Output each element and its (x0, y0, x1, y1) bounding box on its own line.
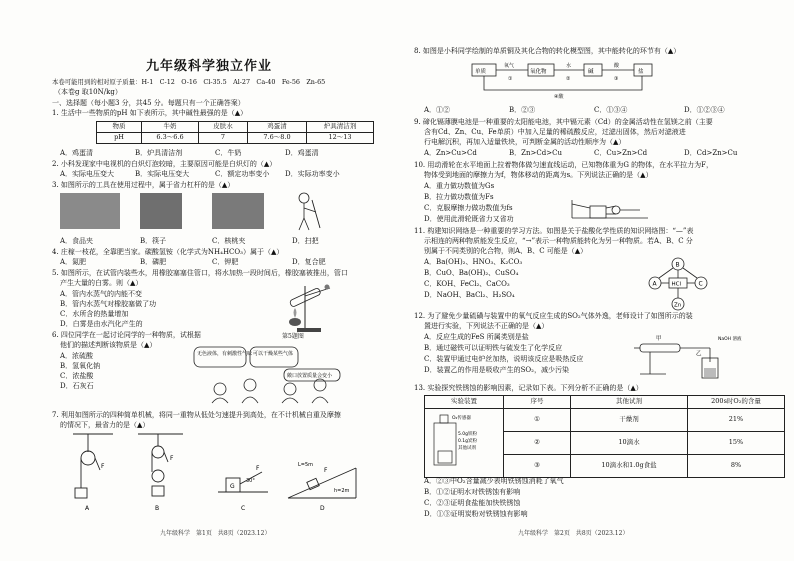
question-2: 2. 小科发现家中电视机的白炽灯泡较暗，主要原因可能是白炽灯的（▲） (52, 160, 277, 168)
length-label: L=5m (298, 462, 314, 468)
question-5-cont: 产生大量的白雾。则（▲） (60, 279, 143, 287)
simple-machines-figure (58, 432, 358, 512)
question-12-cont: 置进行实验，下列说法不正确的是（▲） (424, 322, 549, 330)
figure-letter: D (320, 505, 325, 512)
ph-table (96, 121, 374, 144)
exam-title: 九年级科学独立作业 (146, 59, 273, 74)
q13-option-a: A．②③中O₂含量减少表明铁锈蚀消耗了氧气 (424, 477, 564, 485)
option: C．额定功率变小 (215, 170, 270, 178)
q10-option-a: A．重力做功数值为Gs (424, 182, 495, 190)
q1-options (60, 149, 319, 159)
test-tube-figure (275, 282, 335, 334)
option: D．实际功率变小 (285, 170, 340, 178)
right-page (400, 0, 790, 561)
force-label: F (324, 467, 328, 474)
table-cell: 干燥剂 (571, 409, 688, 432)
question-8: 8. 如图是小科同学绘制的单质铜及其化合物的转化模型图，其中能转化的环节有（▲） (414, 47, 681, 55)
page-footer-left: 九年级科学 第1页 共8页（2023.12） (160, 530, 271, 537)
rust-device-figure (428, 409, 498, 469)
table-header-cell: 实验装置 (425, 396, 504, 409)
q12-option-b: B．通过磁铁可以证明铁与硫发生了化学反应 (424, 344, 563, 352)
apparatus-label: 甲 (656, 336, 662, 342)
figure-letter: C (241, 505, 246, 512)
question-7: 7. 利用如图所示的四种简单机械，将同一重物从低处匀速提升到高处，在不计机械自重及摩擦 (52, 411, 341, 419)
network-center: HCl (671, 281, 682, 288)
question-11-cont2: 别属于不同类别的化合物，则A、B、C 可能是（▲） (424, 247, 588, 255)
q6-option-a: A．浓硫酸 (60, 352, 94, 360)
option: C．Cu>Zn>Cd (594, 149, 648, 157)
network-node: C (698, 280, 703, 288)
figure-letter: B (155, 505, 160, 512)
flow-step: ④酸 (554, 94, 564, 100)
table-cell: 8% (688, 455, 785, 478)
force-label: F (256, 465, 260, 472)
height-label: h=2m (334, 488, 350, 494)
table-header-cell: 序号 (504, 396, 571, 409)
flow-step: ③ (614, 76, 619, 82)
question-1: 1. 生活中一些物质的pH 如下表所示，其中碱性最强的是（▲） (52, 109, 248, 117)
question-10-cont: 物体受到地面的摩擦力为f，物体移动的距离为s。下列说法正确的是（▲） (424, 171, 653, 179)
question-6: 6. 四位同学在一起讨论同学的一种物质，试根据 (52, 331, 201, 339)
q10-option-c: C．克服摩擦力做功数值为fs (424, 204, 513, 212)
q6-option-d: D．石灰石 (60, 382, 94, 390)
hcl-network-figure (645, 255, 711, 311)
option: B．炉具清洁剂 (135, 149, 183, 157)
option: C．钾肥 (212, 258, 239, 266)
left-page (0, 0, 385, 561)
option: D．鸡蛋清 (285, 149, 319, 157)
q6-option-b: B．氢氧化钠 (60, 362, 101, 370)
q12-option-a: A．反应生成的FeS 所属类别是盐 (424, 333, 529, 341)
q2-options (60, 170, 340, 180)
apparatus-label: 乙 (696, 351, 702, 357)
table-cell: 21% (688, 409, 785, 432)
option: A．实际电压变大 (60, 170, 115, 178)
question-7-cont: 的情况下，最省力的是（▲） (60, 421, 150, 429)
weight-label: G (230, 483, 235, 490)
q12-option-c: C．装置甲通过电炉丝加热，说明该反应是吸热反应 (424, 355, 584, 363)
table-header-cell: 皮肤水 (199, 122, 248, 133)
q11-option-a: A．Ba(OH)₂、HNO₃、K₂CO₃ (424, 258, 523, 266)
flow-node: 碱 (588, 69, 594, 75)
copper-transformation-flow (470, 58, 660, 100)
table-header-cell: 鸡蛋清 (248, 122, 307, 133)
option: B．②③ (509, 106, 536, 114)
broom-figure (290, 190, 326, 232)
device-label: 5.0g铁粉 (458, 432, 478, 437)
device-label: 0.1g炭粉 (458, 439, 478, 444)
flow-node: 氧化物 (530, 69, 547, 75)
table-cell: ③ (504, 455, 571, 478)
option: B．磷肥 (140, 258, 167, 266)
table-cell: 7 (199, 133, 248, 144)
network-node: Zn (674, 302, 682, 309)
figure-5-label: 第5题图 (282, 333, 304, 340)
q10-option-d: D．使用此滑轮既省力又省功 (424, 215, 514, 223)
table-cell: ② (504, 432, 571, 455)
q11-option-d: D．NaOH、BaCl₂、H₂SO₄ (424, 291, 515, 299)
angle-label: 30° (246, 478, 255, 484)
q13-option-d: D．①③证明炭粉对铁锈蚀有影响 (424, 510, 528, 518)
figure-letter: A (85, 505, 90, 512)
food-tongs-photo (60, 193, 120, 229)
table-header-cell: 牛奶 (142, 122, 199, 133)
device-label: O₂传感器 (452, 416, 471, 421)
question-9-cont2: 行电解沉积，再加入适量铁块，可判断金属的活动性顺序为（▲） (424, 138, 626, 146)
q6-option-c: C．浓盐酸 (60, 372, 94, 380)
q5-option-b: B．管内水蒸气对橡胶塞做了功 (60, 300, 157, 308)
page-footer-right: 九年级科学 第2页 共8页（2023.12） (518, 530, 629, 537)
q11-option-c: C．KOH、FeCl₂、CaCO₃ (424, 280, 510, 288)
option: A．氮肥 (60, 258, 87, 266)
flow-node: 盐 (638, 69, 644, 75)
flow-reagent: 水 (566, 63, 572, 69)
table-cell: 15% (688, 432, 785, 455)
q9-options (424, 149, 737, 159)
flow-step: ① (508, 76, 513, 82)
section-heading: 一、选择题（每小题3 分，共45 分。每题只有一个正确答案） (52, 99, 245, 107)
q5-option-a: A．管内水蒸气的内能不变 (60, 290, 143, 298)
option: B．实际电压变大 (135, 170, 190, 178)
rust-experiment-table (424, 395, 785, 478)
q5-option-d: D．白雾是由水汽化产生的 (60, 320, 143, 328)
option: D．Cd>Zn>Cu (684, 149, 738, 157)
option: D．①②③④ (684, 106, 725, 114)
speech-bubble-3: 敞口放置质量会变小 (287, 373, 333, 379)
flow-reagent: 氧气 (504, 63, 515, 69)
q13-option-b: B．①②证明水对铁锈蚀有影响 (424, 488, 521, 496)
flow-step: ② (566, 76, 571, 82)
question-11: 11. 构建知识网络是一种重要的学习方法。如图是关于盐酸化学性质的知识网络图：“—”表 (414, 227, 694, 235)
q11-option-b: B．CuO、Ba(OH)₂、CuSO₄ (424, 269, 519, 277)
pulley-drag-figure (570, 192, 650, 222)
table-cell: 10滴水和1.0g食盐 (571, 455, 688, 478)
option: C．核桃夹 (212, 237, 246, 245)
speech-bubble-1: 无色液体，有刺激性气味 (197, 351, 253, 357)
option: A．食品夹 (60, 237, 94, 245)
apparatus-label: NaOH 溶液 (718, 337, 742, 342)
table-header-cell: 炉具清洁剂 (307, 122, 374, 133)
q8-options (424, 106, 725, 116)
question-3: 3. 如图所示的工具在使用过程中，属于省力杠杆的是（▲） (52, 181, 235, 189)
q3-options (60, 237, 319, 247)
device-label: 其他试剂 (458, 446, 476, 451)
table-cell: 12～13 (307, 133, 374, 144)
option: A．鸡蛋清 (60, 149, 94, 157)
q5-option-c: C．水所含的热量增加 (60, 310, 129, 318)
question-13: 13. 实验探究铁锈蚀的影响因素，记录如下表。下列分析不正确的是（▲） (414, 384, 643, 392)
question-9-cont: 含有Cd、Zn、Cu、Fe单质）中加入足量的稀硫酸反应，过滤出固体，然后对滤液进 (424, 128, 686, 136)
q12-option-d: D．装置乙的作用是吸收产生的SO₂，减少污染 (424, 366, 569, 374)
question-4: 4. 庄稼一枝花，全靠肥当家。碳酸氢铵（化学式为NH₄HCO₃）属于（▲） (52, 248, 284, 256)
device-cell (425, 409, 504, 478)
table-cell: pH (97, 133, 142, 144)
table-header-cell: 200s时O₂的含量 (688, 396, 785, 409)
question-12: 12. 为了避免少量硫磺与装置中的氧气反应生成的SO₂气体外逸，老师设计了如图所示的装 (414, 312, 693, 320)
q4-options (60, 258, 326, 268)
question-9: 9. 碲化镉薄膜电池是一种重要的太阳能电池，其中镉元素（Cd）的金属活动性在氢镁之前（主要 (414, 118, 713, 126)
option: D．扫把 (292, 237, 319, 245)
atomic-mass-line: 本卷可能用到的相对原子质量：H-1 C-12 O-16 Cl-35.5 Al-27 Ca-40 Fe-56 Zn-65 (52, 78, 326, 86)
question-10: 10. 用动滑轮在水平地面上拉着物体做匀速直线运动，已知物体重为G 的物体，在水平拉力为F， (414, 161, 714, 169)
option: C．牛奶 (215, 149, 242, 157)
flow-reagent: 酸 (614, 63, 620, 69)
gravity-line: （本卷g 取10N/kg） (54, 88, 122, 96)
force-label: F (170, 455, 174, 462)
option: A．①② (424, 106, 451, 114)
sulfur-iron-apparatus (626, 328, 742, 382)
option: C．①③④ (594, 106, 628, 114)
question-6-cont: 他们的描述判断该物质是（▲） (60, 341, 157, 349)
table-cell: ① (504, 409, 571, 432)
q13-option-c: C．②③证明食盐能加快铁锈蚀 (424, 499, 521, 507)
table-header-cell: 物质 (97, 122, 142, 133)
table-cell: 7.6～8.0 (248, 133, 307, 144)
option: B．筷子 (140, 237, 167, 245)
q10-option-b: B．拉力做功数值为Fs (424, 193, 494, 201)
question-5: 5. 如图所示，在试管内装些水，用橡胶塞塞住管口，将水加热一段时间后，橡胶塞被推出，管口 (52, 269, 348, 277)
students-discussion-figure (150, 345, 350, 403)
nutcracker-photo (212, 193, 264, 229)
force-label: F (101, 463, 105, 470)
table-cell: 6.3～6.6 (142, 133, 199, 144)
option: A．Zn>Cu>Cd (424, 149, 477, 157)
speech-bubble-2: 可以干燥某些气体 (253, 351, 294, 357)
flow-node: 单质 (475, 69, 487, 75)
table-header-cell: 其他试剂 (571, 396, 688, 409)
network-node: B (675, 261, 680, 269)
question-11-cont: 示相连的两种物质能发生反应，“→”表示一种物质能转化为另一种物质。若A、B、C 分 (424, 237, 693, 245)
option: D．复合肥 (292, 258, 326, 266)
network-node: A (652, 280, 657, 288)
option: B．Zn>Cd>Cu (509, 149, 562, 157)
chopsticks-photo (140, 193, 182, 229)
table-cell: 10滴水 (571, 432, 688, 455)
